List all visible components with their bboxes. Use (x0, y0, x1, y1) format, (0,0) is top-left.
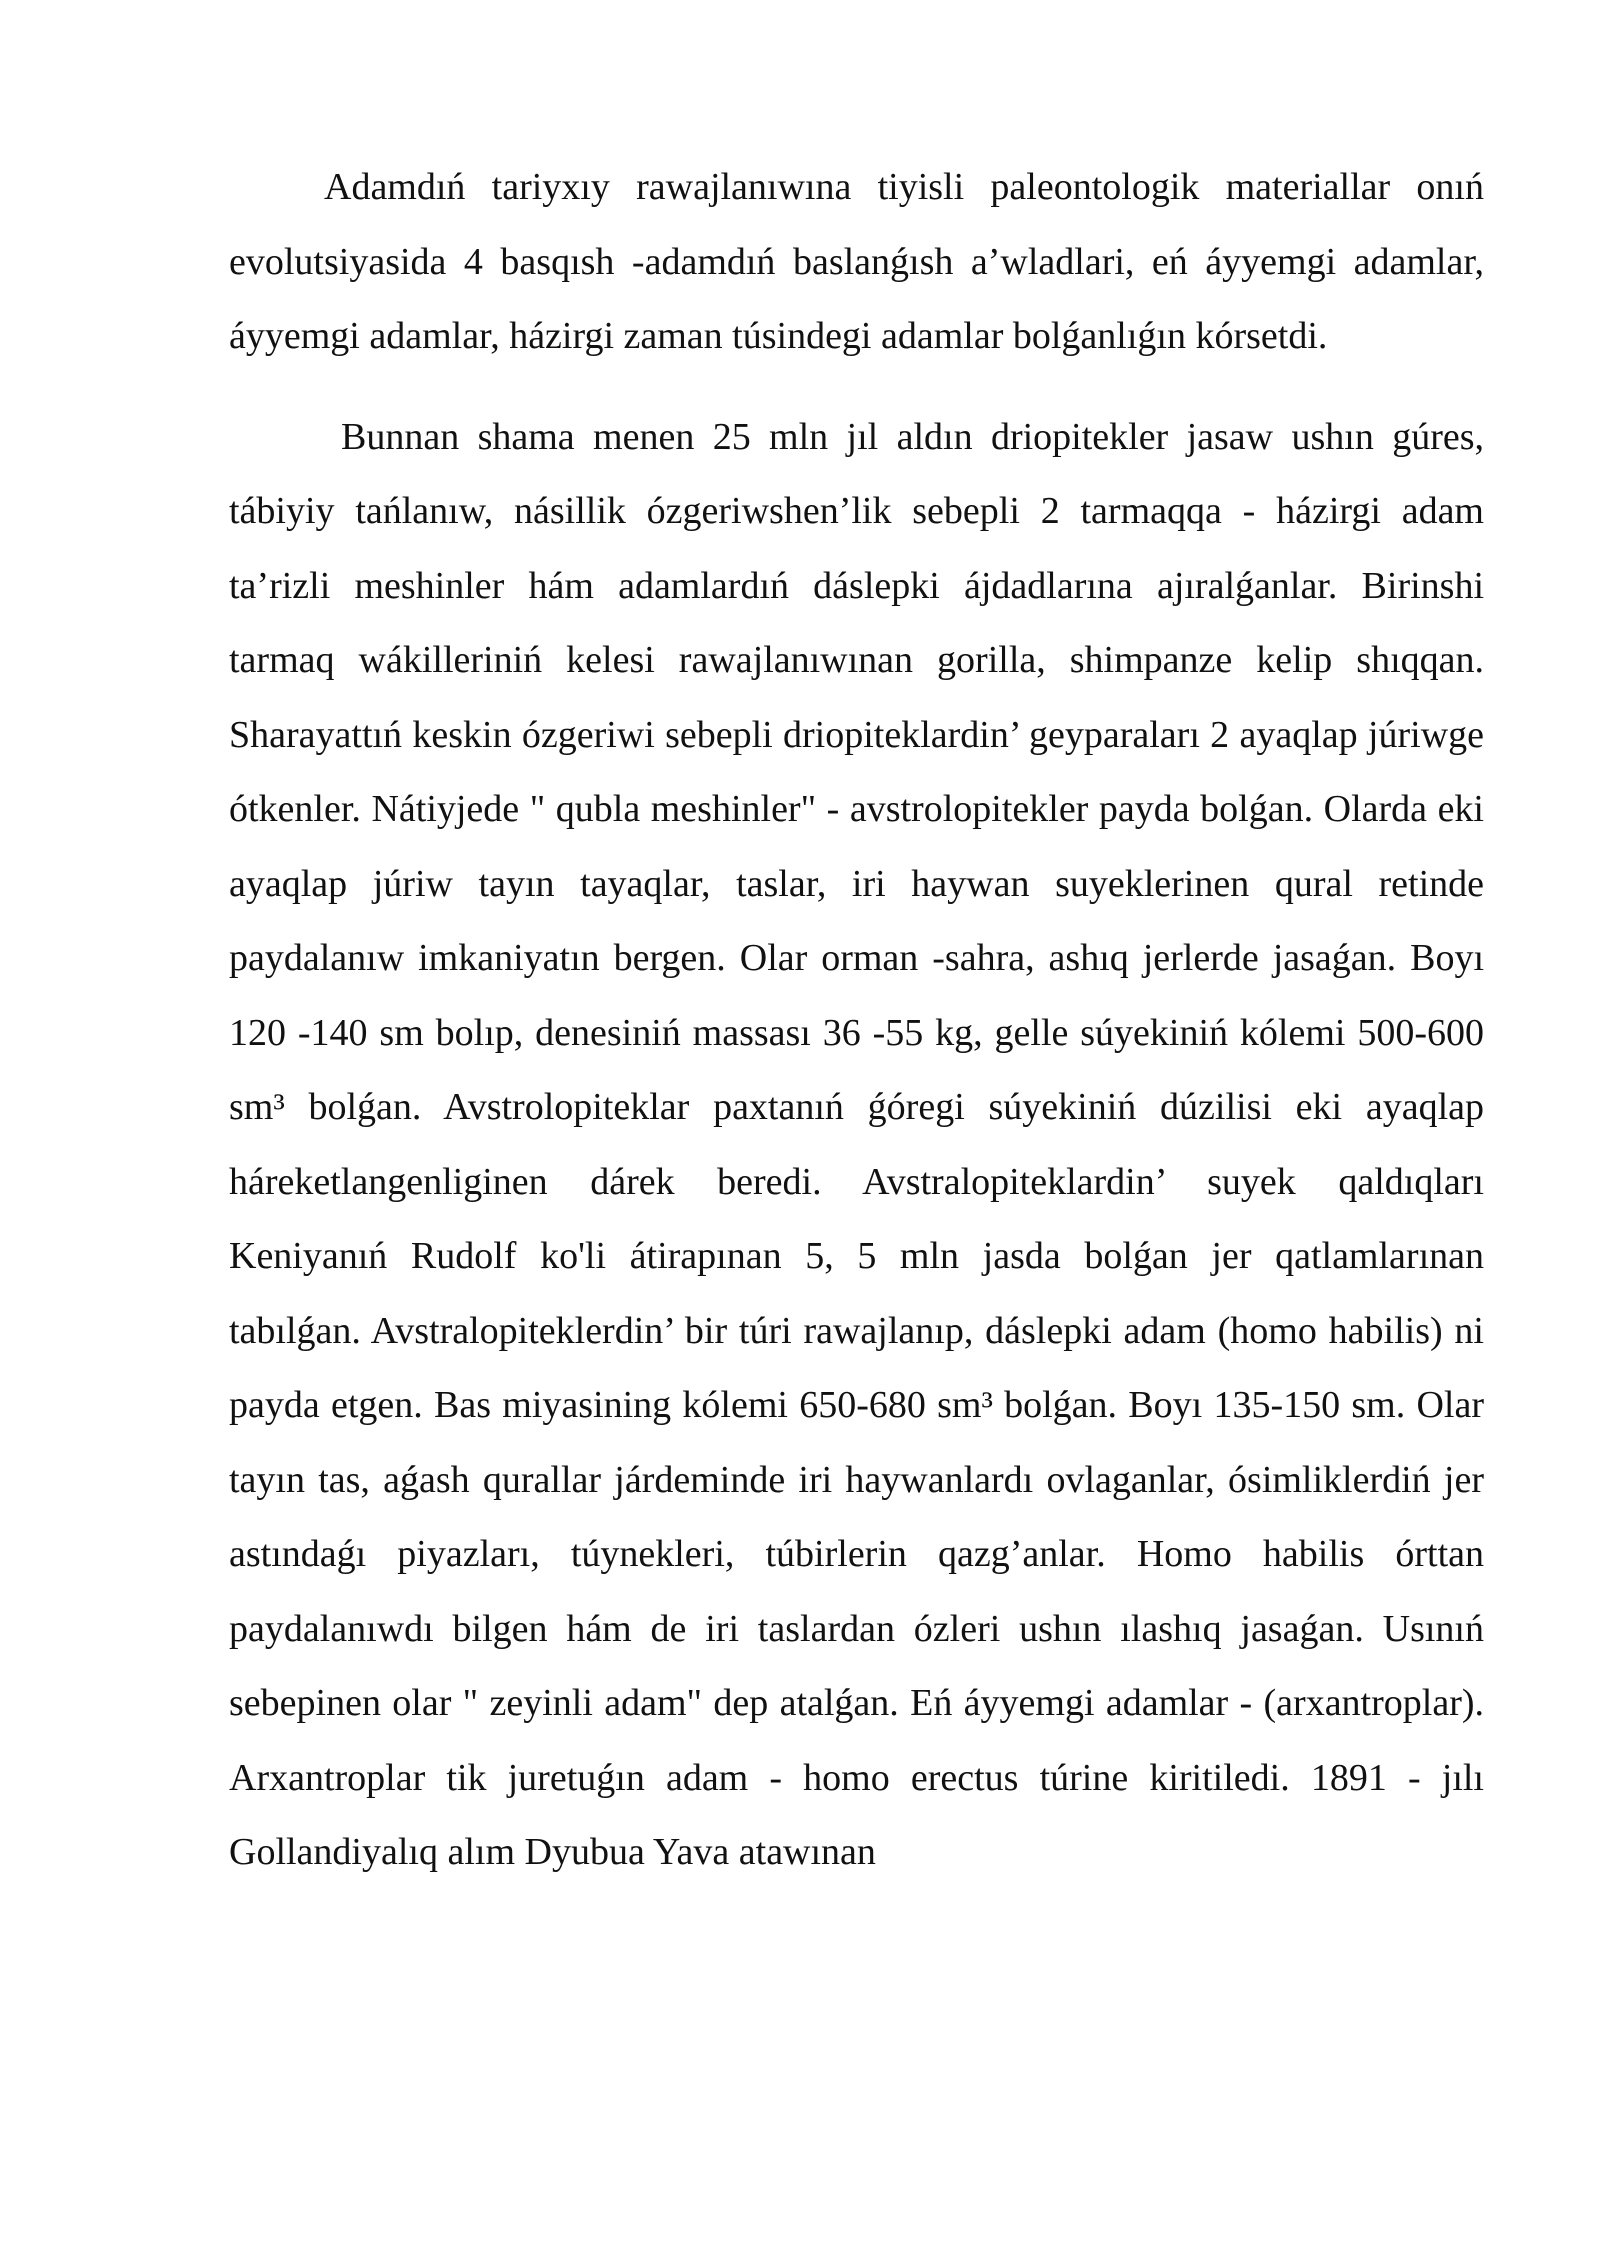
document-body (229, 150, 1484, 1890)
paragraph-2: Bunnan shama menen 25 mln jıl aldın driopitekler jasaw ushın gúres, tábiyiy tańlanıw, násillik ózgeriwshen’lik sebepli 2 tarmaqqa - házirgi adam ta’rizli meshinler hám adamlardıń dáslepki ájdadlarına ajıralǵanlar. Birinshi tarmaq wákilleriniń kelesi rawajlanıwınan gorilla, shimpanze kelip shıqqan. Sharayattıń keskin ózgeriwi sebepli driopiteklardin’ geyparaları 2 ayaqlap júriwge ótkenler. Nátiyjede " qubla meshinler" - avstrolopitekler payda bolǵan. Olarda eki ayaqlap júriw tayın tayaqlar, taslar, iri haywan suyeklerinen qural retinde paydalanıw imkaniyatın bergen. Olar orman -sahra, ashıq jerlerde jasaǵan. Boyı 120 -140 sm bolıp, denesiniń massası 36 -55 kg, gelle súyekiniń kólemi 500-600 sm³ bolǵan. Avstrolopiteklar paxtanıń ǵóregi súyekiniń dúzilisi eki ayaqlap háreketlangenliginen dárek beredi. Avstralopiteklardin’ suyek qaldıqları Keniyanıń Rudolf ko'li átirapınan 5, 5 mln jasda bolǵan jer qatlamlarınan tabılǵan. Avstralopiteklerdin’ bir túri rawajlanıp, dáslepki adam (homo habilis) ni payda etgen. Bas miyasining kólemi 650-680 sm³ bolǵan. Boyı 135-150 sm. Olar tayın tas, aǵash qurallar járdeminde iri haywanlardı ovlaganlar, ósimliklerdiń jer astındaǵı piyazları, túynekleri, túbirlerin qazg’anlar. Homo habilis órttan paydalanıwdı bilgen hám de iri taslardan ózleri ushın ılashıq jasaǵan. Usınıń sebepinen olar " zeyinli adam" dep atalǵan. Eń áyyemgi adamlar - (arxantroplar). Arxantroplar tik juretuǵın adam - homo erectus túrine kiritiledi. 1891 - jılı Gollandiyalıq alım Dyubua Yava atawınan (229, 415, 1484, 1873)
paragraph-1: Adamdıń tariyxıy rawajlanıwına tiyisli paleontologik materiallar onıń evolutsiyasida 4 basqısh -adamdıń baslanǵısh a’wladlari, eń áyyemgi adamlar, áyyemgi adamlar, házirgi zaman túsindegi adamlar bolǵanlıǵın kórsetdi. (229, 166, 1484, 357)
